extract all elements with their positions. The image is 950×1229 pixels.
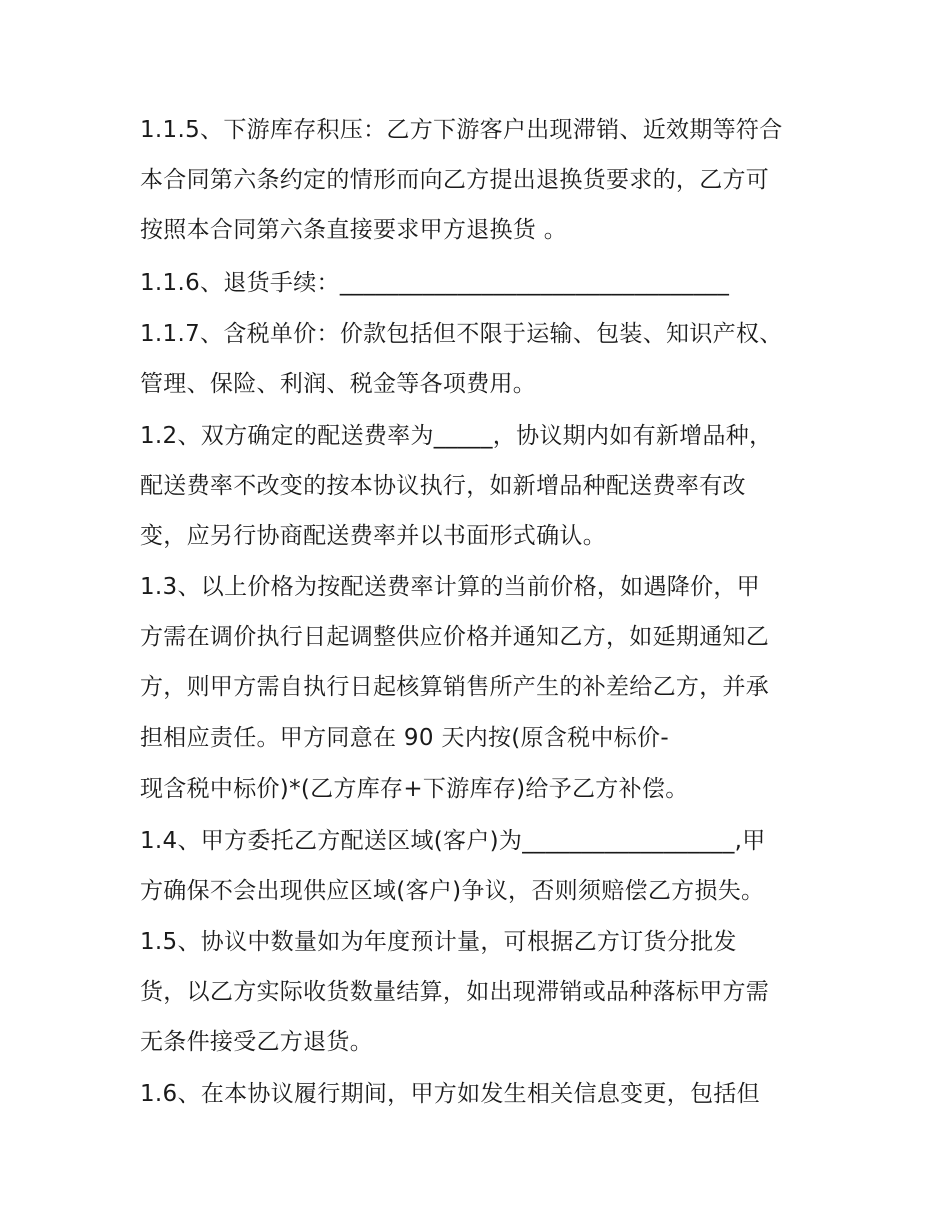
text-line: 1.5、协议中数量如为年度预计量，可根据乙方订货分批发 [140,929,737,955]
text-line: 1.1.7、含税单价：价款包括但不限于运输、包装、知识产权、 [140,321,783,347]
text-line: 1.1.6、退货手续：_________________________________ [140,270,730,296]
text-line: 1.6、在本协议履行期间，甲方如发生相关信息变更，包括但 [140,1081,760,1107]
text-line: 配送费率不改变的按本协议执行，如新增品种配送费率有改 [140,473,746,499]
text-line: 1.1.5、下游库存积压：乙方下游客户出现滞销、近效期等符合 [140,117,783,143]
text-line: 方，则甲方需自执行日起核算销售所产生的补差给乙方，并承 [140,674,770,700]
text-line: 方确保不会出现供应区域(客户)争议，否则须赔偿乙方损失。 [140,878,765,904]
text-line: 按照本合同第六条直接要求甲方退换货 。 [140,217,568,243]
text-line: 货，以乙方实际收货数量结算，如出现滞销或品种落标甲方需 [140,979,770,1005]
text-line: 本合同第六条约定的情形而向乙方提出退换货要求的，乙方可 [140,167,770,193]
text-line: 现含税中标价)*(乙方库存+下游库存)给予乙方补偿。 [140,776,689,802]
text-line: 变，应另行协商配送费率并以书面形式确认。 [140,523,606,549]
text-line: 无条件接受乙方退货。 [140,1029,373,1055]
text-line: 方需在调价执行日起调整供应价格并通知乙方，如延期通知乙 [140,624,770,650]
text-line: 1.3、以上价格为按配送费率计算的当前价格，如遇降价，甲 [140,574,760,600]
text-line: 1.2、双方确定的配送费率为_____，协议期内如有新增品种， [140,423,773,449]
text-line: 担相应责任。甲方同意在 90 天内按(原含税中标价- [140,725,669,751]
text-line: 1.4、甲方委托乙方配送区域(客户)为__________________,甲 [140,828,766,854]
text-line: 管理、保险、利润、税金等各项费用。 [140,371,537,397]
